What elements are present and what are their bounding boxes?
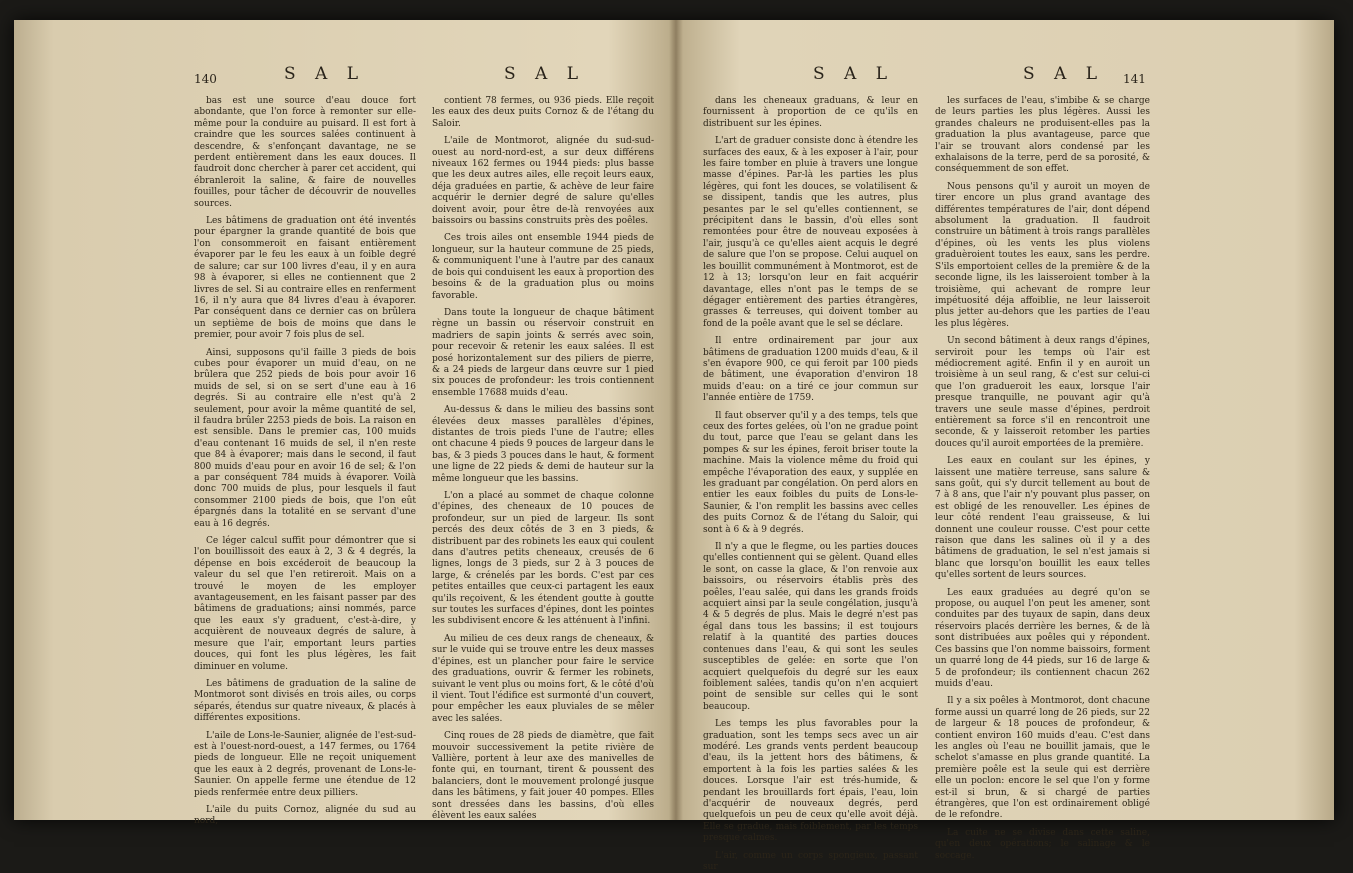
page-number: 140 [194, 72, 217, 86]
paragraph: L'on a placé au sommet de chaque colonne d'épines, des cheneaux de 10 pouces de profondeur, sur un pied de largeur. Ils sont percés des deux côtés de 3 en 3 pieds, & distribuent par des robinets les eaux qui coulent dans d'autres petits cheneaux, creusés de 6 lignes, longs de 3 pieds, sur 2 à 3 pouces de large, & crénelés par les bords. C'est par ces petites entailles que ceux-ci partagent les eaux qu'ils reçoivent, & les étendent goutte à goutte sur toutes les surfaces d'épines, dont les pointes les subdivisent encore & les atténuent à l'infini. [432, 491, 654, 627]
paragraph: Les eaux graduées au degré qu'on se propose, ou auquel l'on peut les amener, sont conduites par des tuyaux de sapin, dans deux réservoirs placés derrière les bernes, & de là sont distribuées aux poêles qui y répondent. Ces bassins que l'on nomme baissoirs, forment un quarré long de 44 pieds, sur 16 de large & 5 de profondeur; ils contiennent chacun 262 muids d'eau. [935, 587, 1150, 689]
paragraph: Un second bâtiment à deux rangs d'épines, serviroit pour les temps où l'air est médiocrement agité. Enfin il y en auroit un troisième à un seul rang, & c'est sur celui-ci que l'on gradueroit les eaux, lorsque l'air presque tranquille, ne pouvant agir qu'à travers une seule masse d'épines, perdroit entièrement sa force s'il en rencontroit une seconde, & y laisseroit retomber les parties douces qu'il auroit emportées de la première. [935, 336, 1150, 449]
paragraph: Il n'y a que le flegme, ou les parties douces qu'elles contiennent qui se gèlent. Quand elles le sont, on casse la glace, & l'on renvoie aux baissoirs, ou réservoirs établis près des poêles, l'eau salée, qui dans les grands froids acquiert ainsi par la seule congélation, jusqu'à 4 & 5 degrés de plus. Mais le degré n'est pas égal dans tous les bassins; il est toujours relatif à la quantité des parties douces contenues dans l'eau, & qui sont les seules susceptibles de gelée: en sorte que l'on acquiert quelquefois du degré sur les eaux foiblement salées, tandis qu'on n'en acquiert point de sensible sur celles qui le sont beaucoup. [703, 542, 918, 712]
paragraph: L'aile de Lons-le-Saunier, alignée de l'est-sud-est à l'ouest-nord-ouest, a 147 fermes, ou 1764 pieds de longueur. Elle ne reçoit uniquement que les eaux à 2 degrés, provenant de Lons-le-Saunier. On appelle ferme une étendue de 12 pieds renfermée entre deux pilliers. [194, 730, 416, 798]
paragraph: Au-dessus & dans le milieu des bassins sont élevées deux masses parallèles d'épines, distantes de trois pieds l'une de l'autre; elles ont chacune 4 pieds 9 pouces de largeur dans le bas, & 3 pieds 3 pouces dans le haut, & forment une ligne de 22 pieds & demi de hauteur sur la même longueur que les bassins. [432, 405, 654, 484]
left-page [14, 20, 669, 827]
text-column [194, 96, 416, 827]
paragraph: La cuite ne se divise dans cette saline, qu'en deux opérations; le salinage & le soccage. [935, 827, 1150, 861]
text-column [935, 96, 1150, 861]
paragraph: Ainsi, supposons qu'il faille 3 pieds de bois cubes pour évaporer un muid d'eau, on ne brûlera que 252 pieds de bois pour avoir 16 muids de sel, si on se sert d'une eau à 16 degrés. Si au contraire elle n'est qu'à 2 seulement, pour avoir la même quantité de sel, il faudra brûler 2253 pieds de bois. La raison en est sensible. Dans le premier cas, 100 muids d'eau contenant 16 muids de sel, il n'en reste que 84 à évaporer; mais dans le second, il faut 800 muids d'eau pour en avoir 16 de sel; & l'on a par conséquent 784 muids à évaporer. Voilà donc 700 muids de plus, pour lesquels il faut consommer 2100 pieds de bois, que l'on eût épargnés dans la totalité en se servant d'une eau à 16 degrés. [194, 347, 416, 529]
book-spread [14, 20, 1334, 872]
paragraph: Il faut observer qu'il y a des temps, tels que ceux des fortes gelées, où l'on ne gradue point du tout, parce que l'eau se gelant dans les pompes & sur les épines, feroit briser toute la machine. Mais la violence même du froid qui empêche l'évaporation des eaux, y supplée en les graduant par congélation. On perd alors en entier les eaux foibles du puits de Lons-le-Saunier, & l'on remplit les bassins avec celles des puits Cornoz & de l'étang du Saloir, qui sont à 6 & à 9 degrés. [703, 410, 918, 535]
paragraph: contient 78 fermes, ou 936 pieds. Elle reçoit les eaux des deux puits Cornoz & de l'étang du Saloir. [432, 96, 654, 129]
paragraph: dans les cheneaux graduans, & leur en fournissent à proportion de ce qu'ils en distribuent sur les épines. [703, 96, 918, 129]
paragraph: Il y a six poêles à Montmorot, dont chacune forme aussi un quarré long de 26 pieds, sur 22 de largeur & 18 pouces de profondeur, & contient environ 160 muids d'eau. C'est dans les angles où l'eau ne bouillit jamais, que le schelot s'amasse en plus grande quantité. La première poêle est la seule qui est derrière elle un poclon: encore le sel que l'on y forme est-il si brun, & si chargé de parties étrangères, que l'on est ordinairement obligé de le refondre. [935, 696, 1150, 821]
running-head: S A L [1023, 64, 1105, 84]
left-page-header [14, 64, 669, 90]
running-head: S A L [504, 64, 586, 84]
running-head: S A L [284, 64, 366, 84]
paragraph: L'air, comme un corps spongieux, passant sur [703, 850, 918, 872]
paragraph: Les temps les plus favorables pour la graduation, sont les temps secs avec un air modéré. Les grands vents perdent beaucoup d'eau, ils la jettent hors des bâtimens, & emportent à la fois les parties salées & les douces. Lorsque l'air est trés-humide, & pendant les brouillards fort épais, l'eau, loin d'acquérir de nouveaux degrés, perd quelquefois un peu de ceux qu'elle avoit déjà. Elle se gradue, mais foiblement, par les temps presque calmes. [703, 719, 918, 844]
paragraph: Ce léger calcul suffit pour démontrer que si l'on bouillissoit des eaux à 2, 3 & 4 degrés, la dépense en bois excéderoit de beaucoup la valeur du sel que l'en retireroit. Mais on a trouvé le moyen de les employer avantageusement, en les faisant passer par des bâtimens de graduations; ainsi nommés, parce que les eaux s'y graduent, c'est-à-dire, y acquièrent de nouveaux degrés de salure, à mesure que l'air, emportant leurs parties douces, qui font les plus légères, les fait diminuer en volume. [194, 536, 416, 672]
paragraph: Cinq roues de 28 pieds de diamètre, que fait mouvoir successivement la petite rivière de Vallière, portent à leur axe des manivelles de fonte qui, en tournant, tirent & poussent des balanciers, dont le mouvement prolongé jusque dans les bâtimens, y fait jouer 40 pompes. Elles sont dressées dans les bassins, d'où elles élèvent les eaux salées [432, 731, 654, 821]
paragraph: L'aile de Montmorot, alignée du sud-sud-ouest au nord-nord-est, a sur deux différens niveaux 162 fermes ou 1944 pieds: plus basse que les deux autres ailes, elle reçoit leurs eaux, déja graduées en partie, & achève de leur faire acquérir le dernier degré de salure qu'elles doivent avoir, pour être de-là renvoyées aux baissoirs ou bassins construits près des poêles. [432, 136, 654, 227]
running-head: S A L [813, 64, 895, 84]
paragraph: Il entre ordinairement par jour aux bâtimens de graduation 1200 muids d'eau, & il s'en évapore 900, ce qui feroit par 100 pieds de bâtiment, une évaporation d'environ 18 muids d'eau: on a tiré ce jour commun sur l'année entière de 1759. [703, 336, 918, 404]
paragraph: bas est une source d'eau douce fort abondante, que l'on force à remonter sur elle-même pour la conduire au puisard. Il est fort à craindre que les sources salées continuent à descendre, & s'enfonçant davantage, ne se perdent entièrement dans les eaux douces. Il faudroit donc chercher à parer cet accident, qui ébranleroit la saline, & faire de nouvelles fouilles, pour tâcher de découvrir de nouvelles sources. [194, 96, 416, 209]
right-page-header [683, 64, 1334, 90]
paragraph: les surfaces de l'eau, s'imbibe & se charge de leurs parties les plus légères. Aussi les grandes chaleurs ne produisent-elles pas la graduation la plus avantageuse, parce que l'air se trouvant alors condensé par les exhalaisons de la terre, perd de sa porosité, & conséquemment de son effet. [935, 96, 1150, 175]
paragraph: Nous pensons qu'il y auroit un moyen de tirer encore un plus grand avantage des différentes températures de l'air, dont dépend absolument la graduation. Il faudroit construire un bâtiment à trois rangs parallèles d'épines, où les vents les plus violens graduèroient toutes les eaux, sans les perdre. S'ils emportoient celles de la première & de la seconde ligne, ils les laisseroient tomber à la troisième, qui achevant de rompre leur impétuosité déja affoiblie, ne leur laisseroit plus jetter au-dehors que les parties de l'eau les plus légères. [935, 181, 1150, 329]
book-gutter [669, 20, 683, 820]
paragraph: Dans toute la longueur de chaque bâtiment règne un bassin ou réservoir construit en madriers de sapin joints & serrés avec soin, pour recevoir & retenir les eaux salées. Il est posé horizontalement sur des piliers de pierre, & a 24 pieds de largeur dans œuvre sur 1 pied six pouces de profondeur: les trois contiennent ensemble 17688 muids d'eau. [432, 307, 654, 398]
right-page [683, 20, 1334, 872]
paragraph: L'aile du puits Cornoz, alignée du sud au nord, [194, 804, 416, 827]
text-column [432, 96, 654, 821]
text-column [703, 96, 918, 872]
paragraph: Les bâtimens de graduation ont été inventés pour épargner la grande quantité de bois que l'on consommeroit en faisant entièrement évaporer par le feu les eaux à un foible degré de salure; car sur 100 livres d'eau, il y en aura 98 à évaporer, si elles ne contiennent que 2 livres de sel. Si au contraire elles en renferment 16, il n'y aura que 84 livres d'eau à évaporer. Par conséquent dans ce dernier cas on brûlera un septième de bois de moins que dans le premier, pour avoir 7 fois plus de sel. [194, 216, 416, 341]
paragraph: Ces trois ailes ont ensemble 1944 pieds de longueur, sur la hauteur commune de 25 pieds, & communiquent l'une à l'autre par des canaux de bois qui conduisent les eaux à proportion des besoins & de la graduation plus ou moins favorable. [432, 233, 654, 301]
page-number: 141 [1123, 72, 1146, 86]
paragraph: L'art de graduer consiste donc à étendre les surfaces des eaux, & à les exposer à l'air, pour les faire tomber en pluie à travers une longue masse d'épines. Par-là les parties les plus légères, qui font les douces, se volatilisent & se dissipent, tandis que les autres, plus pesantes par le sel qu'elles contiennent, se précipitent dans le bassin, d'où elles sont remontées pour être de nouveau exposées à l'air, jusqu'à ce qu'elles aient acquis le degré de salure que l'on se propose. Celui auquel on les bouillit communément à Montmorot, est de 12 à 13; lorsqu'on leur en fait acquérir davantage, elles n'ont pas le temps de se dégager entièrement des parties étrangères, grasses & terreuses, qui doivent tomber au fond de la poêle avant que le sel se déclare. [703, 136, 918, 329]
paragraph: Les bâtimens de graduation de la saline de Montmorot sont divisés en trois ailes, ou corps séparés, étendus sur quatre niveaux, & placés à différentes expositions. [194, 678, 416, 724]
paragraph: Au milieu de ces deux rangs de cheneaux, & sur le vuide qui se trouve entre les deux masses d'épines, est un plancher pour faire le service des graduations, ouvrir & fermer les robinets, suivant le vent plus ou moins fort, & le côté d'où il vient. Tout l'édifice est surmonté d'un couvert, pour empêcher les eaux pluviales de se mêler avec les salées. [432, 633, 654, 724]
paragraph: Les eaux en coulant sur les épines, y laissent une matière terreuse, sans salure & sans goût, qui s'y durcit tellement au bout de 7 à 8 ans, que l'air n'y pouvant plus passer, on est obligé de les renouveller. Les épines de leur côté rendent l'eau graisseuse, & lui donnent une couleur rousse. C'est pour cette raison que dans les salines où il y a des bâtimens de graduation, le sel n'est jamais si blanc que lorsqu'on bouillit les eaux telles qu'elles sortent de leurs sources. [935, 456, 1150, 581]
